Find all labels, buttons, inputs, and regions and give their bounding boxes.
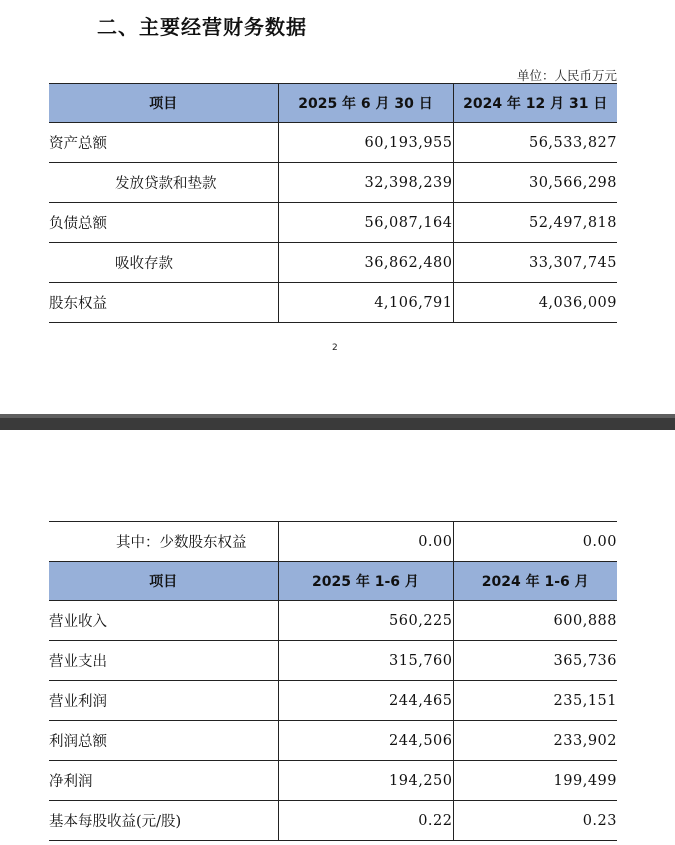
table-row [49, 283, 617, 323]
row-label: 利润总额 [49, 721, 278, 761]
table-row [49, 601, 617, 641]
cell-value: 0.00 [453, 522, 617, 562]
section-title: 二、主要经营财务数据 [97, 15, 307, 39]
page-number: 2 [332, 343, 338, 353]
row-label: 其中：少数股东权益 [49, 522, 278, 562]
cell-value: 560,225 [278, 601, 453, 641]
cell-value: 30,566,298 [453, 163, 617, 203]
table-row [49, 761, 617, 801]
table-row [49, 203, 617, 243]
cell-value: 244,465 [278, 681, 453, 721]
row-label: 营业利润 [49, 681, 278, 721]
cell-value: 0.22 [278, 801, 453, 841]
unit-note: 单位：人民币万元 [516, 68, 617, 83]
table-row [49, 243, 617, 283]
cell-value: 194,250 [278, 761, 453, 801]
row-label: 发放贷款和垫款 [49, 163, 278, 203]
table-header-row [49, 562, 617, 601]
header-2025-jun-30: 2025 年 6 月 30 日 [278, 84, 453, 123]
cell-value: 315,760 [278, 641, 453, 681]
balance-sheet-table [49, 83, 617, 323]
page-separator-shadow [0, 418, 675, 430]
table-row [49, 681, 617, 721]
table-header-row [49, 84, 617, 123]
cell-value: 244,506 [278, 721, 453, 761]
header-item: 项目 [49, 562, 278, 601]
table-row [49, 801, 617, 841]
row-label: 营业支出 [49, 641, 278, 681]
table-row [49, 721, 617, 761]
cell-value: 52,497,818 [453, 203, 617, 243]
header-item: 项目 [49, 84, 278, 123]
row-label: 基本每股收益(元/股) [49, 801, 278, 841]
cell-value: 0.00 [278, 522, 453, 562]
header-2025-h1: 2025 年 1-6 月 [278, 562, 453, 601]
row-label: 负债总额 [49, 203, 278, 243]
cell-value: 199,499 [453, 761, 617, 801]
row-label: 营业收入 [49, 601, 278, 641]
cell-value: 600,888 [453, 601, 617, 641]
cell-value: 32,398,239 [278, 163, 453, 203]
cell-value: 4,036,009 [453, 283, 617, 323]
cell-value: 56,087,164 [278, 203, 453, 243]
cell-value: 56,533,827 [453, 123, 617, 163]
table-row [49, 123, 617, 163]
row-label: 股东权益 [49, 283, 278, 323]
table-row [49, 163, 617, 203]
cell-value: 235,151 [453, 681, 617, 721]
cell-value: 36,862,480 [278, 243, 453, 283]
cell-value: 233,902 [453, 721, 617, 761]
income-statement-table [49, 521, 617, 841]
row-label: 资产总额 [49, 123, 278, 163]
cell-value: 365,736 [453, 641, 617, 681]
table-row [49, 522, 617, 562]
header-2024-h1: 2024 年 1-6 月 [453, 562, 617, 601]
cell-value: 60,193,955 [278, 123, 453, 163]
table-row [49, 641, 617, 681]
row-label: 净利润 [49, 761, 278, 801]
header-2024-dec-31: 2024 年 12 月 31 日 [453, 84, 617, 123]
cell-value: 33,307,745 [453, 243, 617, 283]
row-label: 吸收存款 [49, 243, 278, 283]
cell-value: 0.23 [453, 801, 617, 841]
cell-value: 4,106,791 [278, 283, 453, 323]
